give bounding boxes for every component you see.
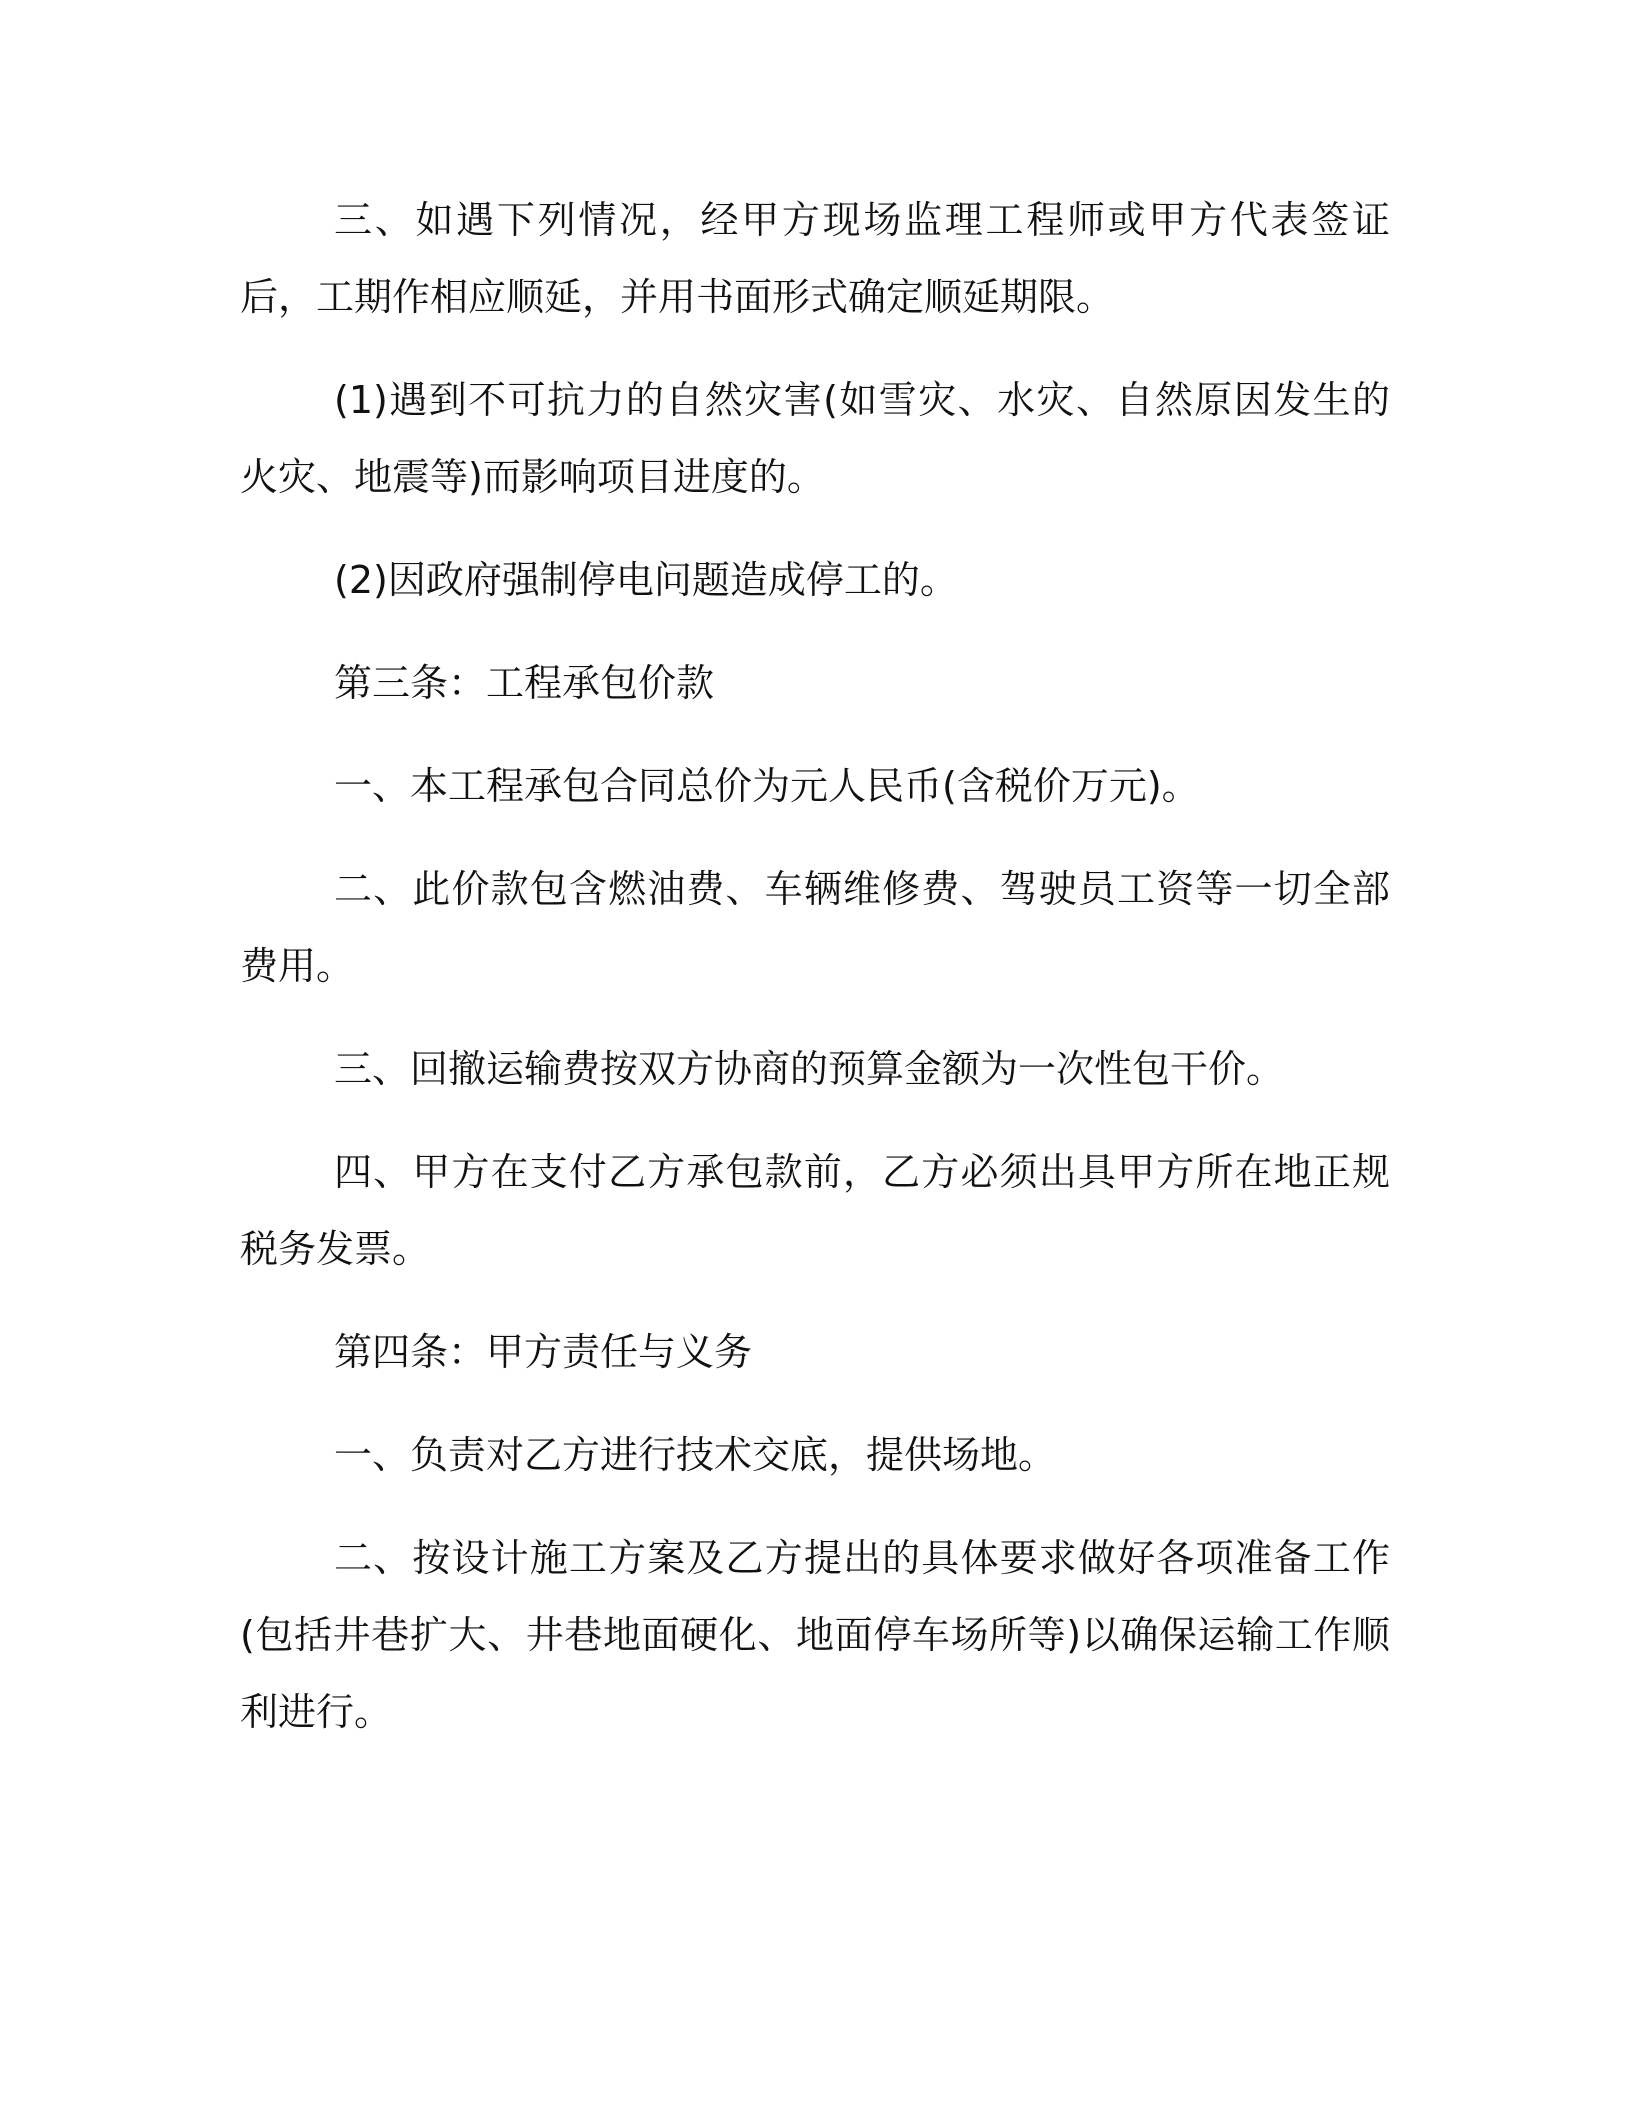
paragraph-price-includes: 二、此价款包含燃油费、车辆维修费、驾驶员工资等一切全部费用。	[240, 867, 1390, 988]
paragraph-extension-conditions: 三、如遇下列情况，经甲方现场监理工程师或甲方代表签证后，工期作相应顺延，并用书面形式确定顺延期限。	[240, 198, 1390, 319]
paragraph-total-price: 一、本工程承包合同总价为元人民币(含税价万元)。	[334, 764, 1200, 808]
section-heading-article-4: 第四条：甲方责任与义务	[334, 1330, 753, 1374]
document-body	[240, 182, 1390, 1777]
paragraph-technical-briefing: 一、负责对乙方进行技术交底，提供场地。	[334, 1433, 1057, 1477]
paragraph-force-majeure: (1)遇到不可抗力的自然灾害(如雪灾、水灾、自然原因发生的火灾、地震等)而影响项目进度的。	[240, 378, 1390, 499]
section-heading-article-3: 第三条：工程承包价款	[334, 661, 715, 705]
paragraph-tax-invoice: 四、甲方在支付乙方承包款前，乙方必须出具甲方所在地正规税务发票。	[240, 1150, 1390, 1271]
paragraph-preparation-work: 二、按设计施工方案及乙方提出的具体要求做好各项准备工作(包括井巷扩大、井巷地面硬化、地面停车场所等)以确保运输工作顺利进行。	[240, 1536, 1390, 1734]
paragraph-transport-fee: 三、回撤运输费按双方协商的预算金额为一次性包干价。	[334, 1047, 1285, 1091]
paragraph-power-outage: (2)因政府强制停电问题造成停工的。	[334, 558, 958, 602]
